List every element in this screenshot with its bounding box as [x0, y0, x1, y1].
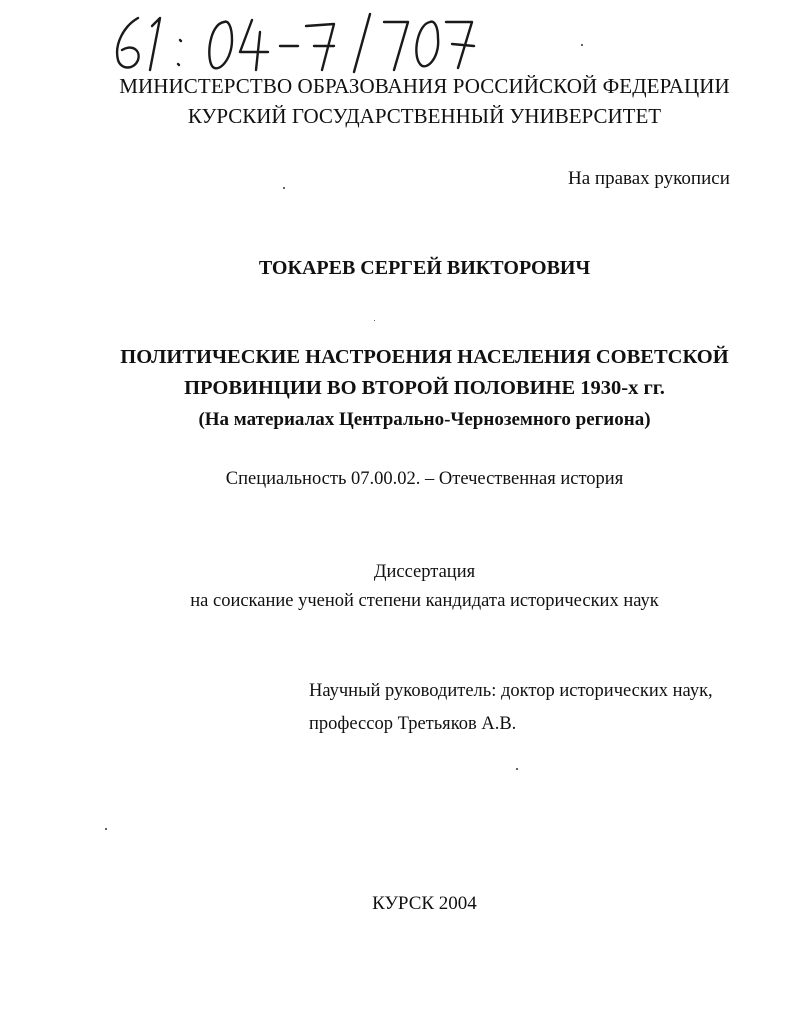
ministry-heading: МИНИСТЕРСТВО ОБРАЗОВАНИЯ РОССИЙСКОЙ ФЕДЕРАЦИИ — [119, 74, 730, 98]
city-year: КУРСК 2004 — [372, 893, 477, 914]
university-heading: КУРСКИЙ ГОСУДАРСТВЕННЫЙ УНИВЕРСИТЕТ — [187, 104, 662, 128]
scan-speck — [581, 44, 583, 46]
handwritten-catalog-code — [108, 12, 508, 74]
dissertation-title-line-2: ПРОВИНЦИИ ВО ВТОРОЙ ПОЛОВИНЕ 1930-х гг. — [184, 377, 665, 399]
degree-line: на соискание ученой степени кандидата исторических наук — [190, 591, 659, 611]
dissertation-type: Диссертация — [373, 562, 476, 582]
author-name: ТОКАРЕВ СЕРГЕЙ ВИКТОРОВИЧ — [258, 257, 591, 279]
scan-speck — [105, 828, 107, 830]
scan-speck — [283, 187, 285, 189]
supervisor-line-1: Научный руководитель: доктор исторических наук, — [309, 681, 713, 701]
dissertation-title-line-1: ПОЛИТИЧЕСКИЕ НАСТРОЕНИЯ НАСЕЛЕНИЯ СОВЕТСКОЙ — [120, 346, 729, 368]
specialty-line: Специальность 07.00.02. – Отечественная история — [225, 469, 624, 489]
handwritten-code-drawing — [108, 12, 508, 74]
scan-speck — [516, 768, 518, 770]
scan-speck — [374, 320, 375, 321]
supervisor-line-2: профессор Третьяков А.В. — [309, 714, 517, 734]
manuscript-rights-note: На правах рукописи — [568, 168, 730, 189]
dissertation-subtitle: (На материалах Центрально-Черноземного региона) — [198, 409, 651, 430]
